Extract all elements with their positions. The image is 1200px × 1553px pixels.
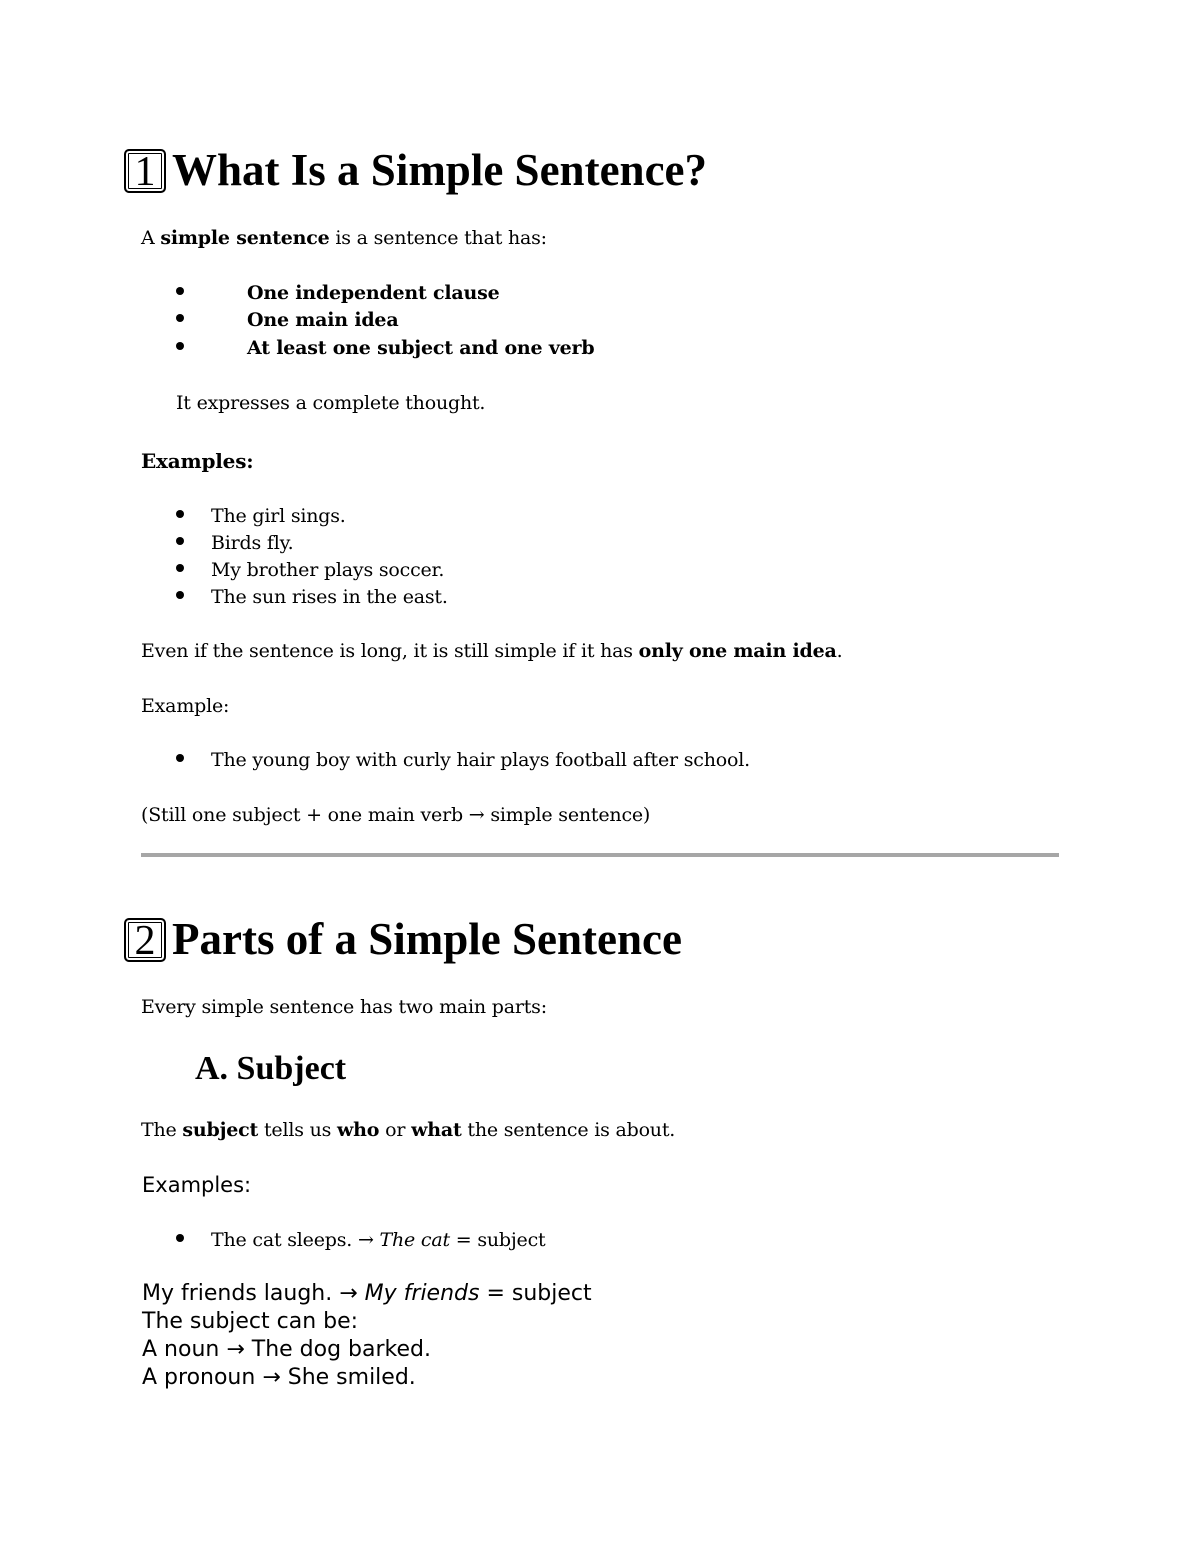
simple-sentence-explanation: (Still one subject + one main verb → simple sentence) bbox=[141, 804, 651, 826]
long-sentence-note: Even if the sentence is long, it is still simple if it has only one main idea. bbox=[141, 640, 843, 662]
criteria-list-item: At least one subject and one verb bbox=[176, 339, 594, 358]
example-label: Example: bbox=[141, 695, 230, 717]
criteria-list-item: One independent clause bbox=[176, 284, 500, 303]
pronoun-example-line: A pronoun → She smiled. bbox=[142, 1365, 416, 1390]
example-list-item: The sun rises in the east. bbox=[176, 588, 448, 607]
number-2-badge: 2 bbox=[124, 918, 166, 962]
subject-example-line: My friends laugh. → My friends = subject bbox=[142, 1281, 592, 1306]
bullet-icon bbox=[176, 754, 184, 762]
term-simple-sentence: simple sentence bbox=[160, 227, 330, 249]
section-2-title: Parts of a Simple Sentence bbox=[172, 914, 682, 964]
bullet-icon bbox=[176, 314, 184, 322]
subject-examples-heading: Examples: bbox=[142, 1173, 252, 1197]
section-divider bbox=[141, 853, 1059, 857]
examples-heading: Examples: bbox=[141, 449, 254, 473]
subject-subheading: A. Subject bbox=[195, 1050, 347, 1087]
section-1-heading bbox=[124, 145, 708, 195]
noun-example-line: A noun → The dog barked. bbox=[142, 1337, 431, 1362]
example-list-item: Birds fly. bbox=[176, 534, 293, 553]
bullet-icon bbox=[176, 287, 184, 295]
example-list-item: The girl sings. bbox=[176, 507, 346, 526]
number-1-badge: 1 bbox=[124, 149, 166, 193]
bullet-icon bbox=[176, 510, 184, 518]
parts-intro: Every simple sentence has two main parts: bbox=[141, 996, 547, 1018]
bullet-icon bbox=[176, 1234, 184, 1242]
bullet-icon bbox=[176, 537, 184, 545]
subject-definition: The subject tells us who or what the sentence is about. bbox=[141, 1119, 676, 1141]
subject-example-list-item: The cat sleeps. → The cat = subject bbox=[176, 1231, 545, 1250]
term-one-main-idea: only one main idea bbox=[638, 640, 837, 662]
example-list-item: My brother plays soccer. bbox=[176, 561, 444, 580]
bullet-icon bbox=[176, 564, 184, 572]
simple-sentence-definition: A simple sentence is a sentence that has: bbox=[141, 227, 547, 249]
bullet-icon bbox=[176, 342, 184, 350]
section-2-heading bbox=[124, 914, 682, 964]
long-example-list-item: The young boy with curly hair plays football after school. bbox=[176, 751, 750, 770]
complete-thought-note: It expresses a complete thought. bbox=[176, 392, 486, 414]
bullet-icon bbox=[176, 591, 184, 599]
criteria-list-item: One main idea bbox=[176, 311, 398, 330]
section-1-title: What Is a Simple Sentence? bbox=[172, 145, 708, 195]
subject-can-be-line: The subject can be: bbox=[142, 1309, 359, 1334]
